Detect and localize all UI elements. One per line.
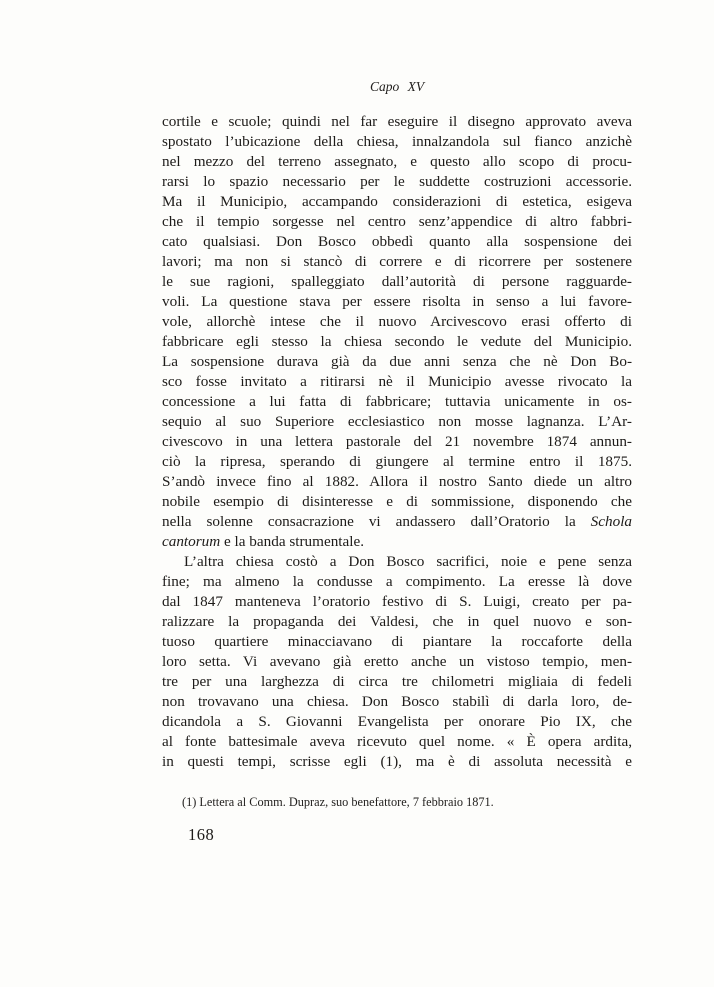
text-line — [162, 512, 632, 532]
text-line: sco fosse invitato a ritirarsi nè il Municipio avesse rivocato la — [162, 373, 632, 390]
text-line: tuoso quartiere minacciavano di piantare la roccaforte della — [162, 633, 632, 650]
text-segment: e la banda strumentale. — [224, 533, 365, 550]
text-line: loro setta. Vi avevano già eretto anche un vistoso tempio, men- — [162, 653, 632, 670]
text-line: rarsi lo spazio necessario per le suddette costruzioni accessorie. — [162, 173, 632, 190]
text-line: tre per una larghezza di circa tre chilometri migliaia di fedeli — [162, 673, 632, 690]
text-line: al fonte battesimale aveva ricevuto quel nome. « È opera ardita, — [162, 733, 632, 750]
text-line: nel mezzo del terreno assegnato, e questo allo scopo di procu- — [162, 153, 632, 170]
text-line: nobile esempio di disinteresse e di sommissione, disponendo che — [162, 493, 632, 510]
text-line: cortile e scuole; quindi nel far eseguire il disegno approvato aveva — [162, 113, 632, 130]
text-line: voli. La questione stava per essere risolta in senso a lui favore- — [162, 293, 632, 310]
text-line: le sue ragioni, spalleggiato dall’autorità di persone ragguarde- — [162, 273, 632, 290]
footnote: (1) Lettera al Comm. Dupraz, suo benefattore, 7 febbraio 1871. — [182, 795, 494, 809]
text-line — [162, 532, 632, 552]
text-line: concessione a lui fatta di fabbricare; tuttavia unicamente in os- — [162, 393, 632, 410]
body-text — [162, 112, 632, 772]
text-line: lavori; ma non si stancò di correre e di ricorrere per sostenere — [162, 253, 632, 270]
text-line: che il tempio sorgesse nel centro senz’appendice di altro fabbri- — [162, 213, 632, 230]
text-line: non trovavano una chiesa. Don Bosco stabilì di darla loro, de- — [162, 693, 632, 710]
text-line: S’andò invece fino al 1882. Allora il nostro Santo diede un altro — [162, 473, 632, 490]
text-line: cato qualsiasi. Don Bosco obbedì quanto alla sospensione dei — [162, 233, 632, 250]
text-line: ciò la ripresa, sperando di giungere al termine entro il 1875. — [162, 453, 632, 470]
text-line: fabbricare egli stesso la chiesa secondo le vedute del Municipio. — [162, 333, 632, 350]
running-head-chapter: Capo XV — [369, 79, 425, 94]
text-line: civescovo in una lettera pastorale del 21 novembre 1874 annun- — [162, 433, 632, 450]
text-line: La sospensione durava già da due anni senza che nè Don Bo- — [162, 353, 632, 370]
text-line: Ma il Municipio, accampando considerazioni di estetica, esigeva — [162, 193, 632, 210]
text-line: spostato l’ubicazione della chiesa, innalzandola sul fianco anzichè — [162, 133, 632, 150]
text-line: sequio al suo Superiore ecclesiastico non mosse lagnanza. L’Ar- — [162, 413, 632, 430]
text-segment: nella solenne consacrazione vi andassero dall’Oratorio la — [162, 513, 576, 530]
text-line-paragraph-start: L’altra chiesa costò a Don Bosco sacrifici, noie e pene senza — [184, 553, 632, 570]
text-line: dicandola a S. Giovanni Evangelista per onorare Pio IX, che — [162, 713, 632, 730]
text-line: dal 1847 manteneva l’oratorio festivo di S. Luigi, creato per pa- — [162, 593, 632, 610]
text-line: in questi tempi, scrisse egli (1), ma è di assoluta necessità e — [162, 753, 632, 770]
page-number: 168 — [188, 825, 215, 844]
text-line: ralizzare la propaganda dei Valdesi, che in quel nuovo e son- — [162, 613, 632, 630]
text-line: fine; ma almeno la condusse a compimento. La eresse là dove — [162, 573, 632, 590]
text-line: vole, allorchè intese che il nuovo Arcivescovo erasi offerto di — [162, 313, 632, 330]
italic-text-segment: Schola — [590, 513, 633, 530]
italic-text-segment: cantorum — [162, 533, 221, 550]
